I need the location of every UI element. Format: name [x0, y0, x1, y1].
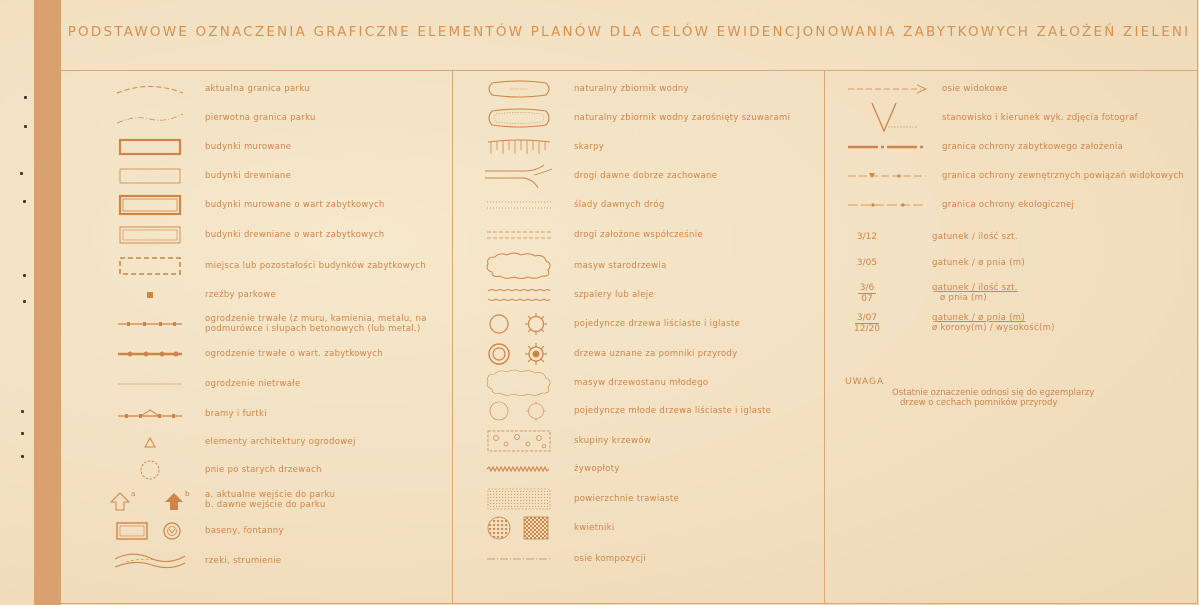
legend-item [812, 223, 1018, 251]
legend-label: budynki drewniane o wart zabytkowych [205, 230, 385, 240]
legend-label: ślady dawnych dróg [574, 200, 665, 210]
legend-item [95, 281, 276, 309]
legend-item [95, 75, 310, 103]
legend-item [95, 400, 267, 428]
legend-label [205, 490, 335, 510]
pool-fountain-icon [95, 517, 205, 545]
note-line: Ostatnie oznaczenie odnosi się do egzemplarzy [892, 388, 1095, 398]
legend-label-line: ogrodzenie trwałe (z muru, kamienia, metalu, na [205, 314, 427, 324]
dotted-road-icon [464, 191, 574, 219]
legend-item [812, 279, 1018, 307]
legend-label: osie widokowe [942, 84, 1008, 94]
species-count-code: 3/12 [856, 232, 878, 242]
legend-item [95, 162, 291, 190]
legend-label: granica ochrony ekologicznej [942, 200, 1075, 210]
legend-label: żywopłoty [574, 464, 620, 474]
legend-label: naturalny zbiornik wodny zarośnięty szuwarami [574, 113, 791, 123]
legend-item [464, 340, 737, 368]
legend-item [95, 370, 300, 398]
legend-label: baseny, fontanny [205, 526, 284, 536]
legend-label: granica ochrony zewnętrznych powiązań widokowych [942, 171, 1185, 181]
young-mass-icon [464, 369, 574, 397]
legend-item [464, 455, 620, 483]
post-line-icon [95, 310, 205, 338]
entrance-arrows-icon [95, 486, 205, 514]
legend-label: elementy architektury ogrodowej [205, 437, 356, 447]
tree-pair-icon [464, 310, 574, 338]
margin-tick [23, 200, 26, 203]
legend-item [464, 133, 604, 161]
double-thick-rectangle-icon [95, 191, 205, 219]
legend-item [832, 162, 1184, 190]
legend-label: masyw starodrzewia [574, 261, 667, 271]
legend-label: drogi założone współcześnie [574, 230, 703, 240]
margin-tick [21, 455, 24, 458]
legend-label: pnie po starych drzewach [205, 465, 322, 475]
thick-rectangle-icon [95, 133, 205, 161]
margin-tick [24, 125, 27, 128]
v-viewpoint-icon [832, 104, 942, 132]
legend-item [95, 310, 427, 338]
legend-label [932, 313, 1055, 333]
legend-item [95, 252, 426, 280]
legend-label-line: ø korony(m) / wysokość(m) [932, 323, 1055, 333]
legend-label: pojedyncze drzewa liściaste i iglaste [574, 319, 741, 329]
legend-label: pojedyncze młode drzewa liściaste i iglaste [574, 406, 772, 416]
superscript-b: b [185, 490, 190, 498]
binding-stripe [34, 0, 61, 605]
legend-item [464, 75, 689, 103]
cloud-mass-icon [464, 252, 574, 280]
legend-label: skarpy [574, 142, 605, 152]
note-text [892, 388, 1094, 408]
small-square-icon [95, 281, 205, 309]
fraction-code [812, 313, 922, 334]
arrow-line-icon [832, 75, 942, 103]
legend-item [812, 309, 1055, 337]
superscript-a: a [131, 490, 136, 498]
legend-item [464, 104, 790, 132]
legend-label: pierwotna granica parku [205, 113, 316, 123]
legend-label-line: gatunek / ilość szt. [932, 283, 1018, 293]
dashed-wave-line-icon [95, 75, 205, 103]
double-thin-rectangle-icon [95, 221, 205, 249]
legend-item [464, 545, 646, 573]
protection-line-icon [832, 133, 942, 161]
legend-item [832, 75, 1008, 103]
species-diameter-code: 3/05 [856, 258, 878, 268]
legend-item [95, 517, 284, 545]
legend-label-line: a. aktualne wejście do parku [205, 490, 336, 500]
legend-label: masyw drzewostanu młodego [574, 378, 709, 388]
legend-item [95, 133, 291, 161]
monument-tree-pair-icon [464, 340, 574, 368]
legend-label-line: gatunek / ø pnia (m) [932, 313, 1026, 323]
wavy-rows-icon [464, 281, 574, 309]
margin-tick [24, 96, 27, 99]
legend-label: granica ochrony zabytkowego założenia [942, 142, 1124, 152]
fraction-bottom: 07 [861, 293, 873, 304]
margin-ticks [0, 0, 34, 605]
note-heading: UWAGA [845, 377, 885, 387]
legend-label [932, 283, 1018, 303]
thin-dashed-wave-line-icon [95, 104, 205, 132]
margin-tick [23, 274, 26, 277]
legend-label: bramy i furtki [205, 409, 267, 419]
legend-label: powierzchnie trawiaste [574, 494, 679, 504]
flowerbeds-icon [464, 514, 574, 542]
bold-post-line-icon [95, 340, 205, 368]
legend-label: rzeźby parkowe [205, 290, 277, 300]
legend-item [95, 486, 335, 514]
dashed-rectangle-icon [95, 252, 205, 280]
legend-label: drzewa uznane za pomniki przyrody [574, 349, 738, 359]
legend-item [95, 456, 322, 484]
triangle-icon [95, 428, 205, 456]
fraction-code [812, 283, 922, 304]
legend-label: budynki drewniane [205, 171, 292, 181]
legend-label: skupiny krzewów [574, 436, 652, 446]
legend-item [95, 221, 384, 249]
legend-item [464, 162, 717, 190]
legend-item [464, 485, 679, 513]
margin-tick [21, 432, 24, 435]
legend-label: rzeki, strumienie [205, 556, 282, 566]
legend-item [464, 310, 740, 338]
young-tree-pair-icon [464, 397, 574, 425]
legend-label: aktualna granica parku [205, 84, 310, 94]
legend-item [95, 547, 281, 575]
legend-item [832, 191, 1074, 219]
fraction-bottom: 12/20 [854, 323, 880, 334]
legend-label: drogi dawne dobrze zachowane [574, 171, 718, 181]
legend-item [812, 249, 1025, 277]
legend-label: szpalery lub aleje [574, 290, 654, 300]
legend-item [464, 514, 615, 542]
legend-item [464, 281, 654, 309]
legend-item [464, 191, 665, 219]
legend-label: gatunek / ilość szt. [932, 232, 1018, 242]
dashed-circle-icon [95, 456, 205, 484]
legend-label: naturalny zbiornik wodny [574, 84, 689, 94]
legend-label-line: podmurówce i słupach betonowych (lub metal.) [205, 324, 421, 334]
legend-label: gatunek / ø pnia (m) [932, 258, 1026, 268]
legend-label: budynki murowane o wart zabytkowych [205, 200, 385, 210]
overgrown-pond-icon [464, 104, 574, 132]
legend-item [95, 191, 385, 219]
margin-tick [23, 300, 26, 303]
old-roads-icon [464, 162, 574, 190]
thin-rectangle-icon [95, 162, 205, 190]
legend-item [832, 104, 1138, 132]
dashed-road-icon [464, 221, 574, 249]
legend-item [95, 104, 316, 132]
legend-label: osie kompozycji [574, 554, 647, 564]
legend-label: kwietniki [574, 523, 615, 533]
hedge-icon [464, 455, 574, 483]
legend-item [95, 428, 356, 456]
legend-label: ogrodzenie trwałe o wart. zabytkowych [205, 349, 383, 359]
fraction-top: 3/6 [859, 282, 875, 293]
legend-label [205, 314, 427, 334]
slope-icon [464, 133, 574, 161]
legend-item [832, 133, 1123, 161]
shrubs-icon [464, 427, 574, 455]
header-divider [61, 70, 1197, 71]
dot-line-icon [832, 191, 942, 219]
pond-icon [464, 75, 574, 103]
lawn-icon [464, 485, 574, 513]
legend-item [464, 397, 771, 425]
legend-item [464, 221, 703, 249]
legend-label-line: ø pnia (m) [940, 293, 987, 303]
legend-item [95, 340, 383, 368]
triangle-dot-line-icon [832, 162, 942, 190]
legend-item [464, 427, 651, 455]
legend-item [464, 252, 667, 280]
thin-line-icon [95, 370, 205, 398]
gate-line-icon [95, 400, 205, 428]
legend-label: miejsca lub pozostałości budynków zabytkowych [205, 261, 426, 271]
axis-line-icon [464, 545, 574, 573]
river-icon [95, 547, 205, 575]
legend-label: stanowisko i kierunek wyk. zdjęcia fotograf [942, 113, 1138, 123]
sheet-title: PODSTAWOWE OZNACZENIA GRAFICZNE ELEMENTÓW PLANÓW DLA CELÓW EWIDENCJONOWANIA ZABYTKOWYCH ZAŁOŻEŃ ZIELENI [67, 24, 1191, 40]
column-divider [452, 70, 453, 603]
legend-label: budynki murowane [205, 142, 292, 152]
fraction-top: 3/07 [856, 312, 878, 323]
legend-item [464, 369, 708, 397]
margin-tick [21, 410, 24, 413]
margin-tick [20, 172, 23, 175]
legend-label-line: b. dawne wejście do parku [205, 500, 326, 510]
note-line: drzew o cechach pomników przyrody [900, 398, 1058, 408]
legend-label: ogrodzenie nietrwałe [205, 379, 301, 389]
